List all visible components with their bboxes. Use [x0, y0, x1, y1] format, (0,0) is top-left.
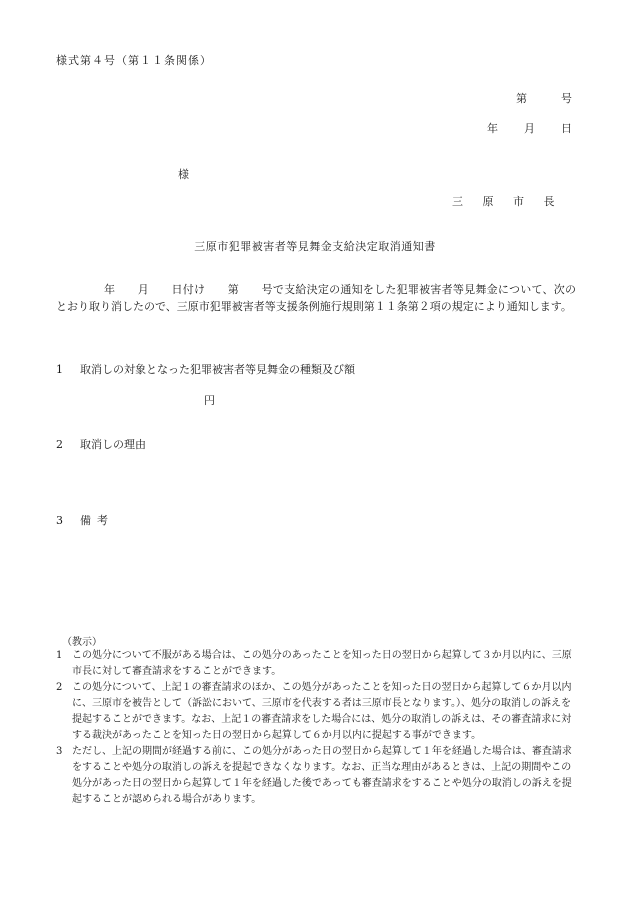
section-1-amount-unit: 円: [204, 394, 215, 407]
note-item: [56, 680, 578, 744]
section-3-number: 3: [56, 514, 63, 527]
note-item: [56, 744, 578, 808]
section-1-label: 取消しの対象となった犯罪被害者等見舞金の種類及び額: [80, 363, 355, 376]
note-text: ただし、上記の期間が経過する前に、この処分があった日の翌日から起算して１年を経過した場合は、審査請求をすることや処分の取消しの訴えを提起できなくなります。なお、正当な理由があるときは、上記の期間やこの処分があった日の翌日から起算して１年を経過した後であっても審査請求をすることや処分の取消しの訴えを提起することが認められる場合があります。: [72, 746, 572, 805]
note-item: [56, 648, 578, 680]
note-number: 3: [56, 746, 63, 757]
date-month: 月: [524, 122, 535, 135]
note-number: 1: [56, 650, 63, 661]
note-text: この処分について、上記１の審査請求のほか、この処分があったことを知った日の翌日から起算して６か月以内に、三原市を被告として（訴訟において、三原市を代表する者は三原市長となります。）、処分の取消しの訴えを提起することができます。なお、上記１の審査請求をした場合には、処分の取消しの訴えは、その審査請求に対する裁決があったことを知った日の翌日から起算して６か月以内に提起する事ができます。: [72, 682, 572, 741]
number-prefix: 第: [516, 92, 527, 105]
number-suffix: 号: [561, 92, 572, 105]
note-text: この処分について不服がある場合は、この処分のあったことを知った日の翌日から起算して３か月以内に、三原市長に対して審査請求をすることができます。: [72, 650, 572, 677]
date-year: 年: [487, 122, 498, 135]
notes-list: [56, 648, 578, 808]
date-day: 日: [561, 122, 572, 135]
addressee-honorific: 様: [178, 168, 189, 181]
section-2-number: 2: [56, 438, 63, 451]
form-number: 様式第４号（第１１条関係）: [56, 54, 212, 67]
body-paragraph: 年 月 日付け 第 号で支給決定の通知をした犯罪被害者等見舞金について、次のとおり取り消したので、三原市犯罪被害者等支援条例施行規則第１１条第２項の規定により通知します。: [56, 283, 576, 313]
note-number: 2: [56, 682, 63, 693]
document-number-line: [516, 90, 572, 106]
document-date-line: [487, 120, 572, 136]
document-title: 三原市犯罪被害者等見舞金支給決定取消通知書: [194, 240, 436, 253]
section-2-heading: [56, 436, 146, 452]
section-1-heading: [56, 361, 355, 377]
section-3-heading: [56, 512, 114, 528]
issuer-name: 三 原 市 長: [452, 195, 563, 208]
section-3-label: 備考: [80, 514, 114, 527]
notes-heading: （教示）: [62, 637, 102, 648]
section-2-label: 取消しの理由: [80, 438, 146, 451]
section-1-number: 1: [56, 363, 63, 376]
